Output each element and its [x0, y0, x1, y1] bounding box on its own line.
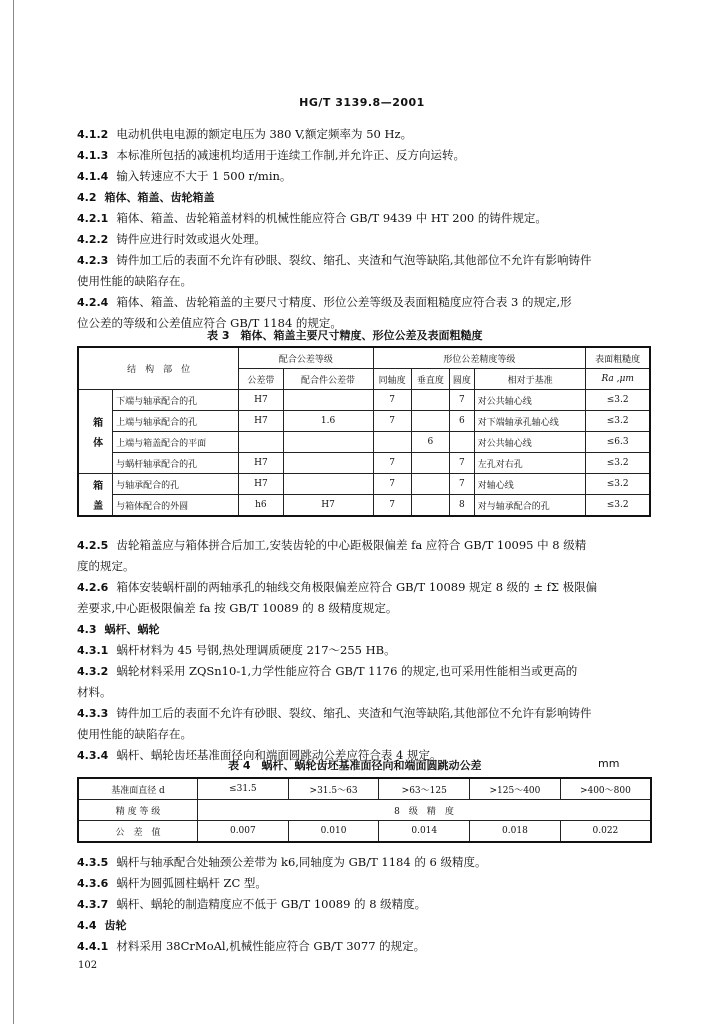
clause-line: [77, 894, 667, 915]
clause-number: 4.3.3: [77, 707, 109, 720]
clause-text: 差要求,中心距极限偏差 fa 按 GB/T 10089 的 8 级精度规定。: [77, 601, 398, 615]
t3-cell: ≤3.2: [586, 411, 650, 432]
clause-line: [77, 145, 667, 166]
t3-sub: 配合件公差带: [283, 369, 373, 390]
clause-line: [77, 724, 667, 745]
t3-cell: [283, 432, 373, 453]
clause-text: 材料。: [77, 685, 112, 699]
t3-cell: 对公共轴心线: [474, 390, 586, 411]
t3-sub: 相对于基准: [474, 369, 586, 390]
clause-line: [77, 271, 667, 292]
t3-cell: H7: [239, 453, 283, 474]
t3-cell: 下端与轴承配合的孔: [113, 390, 239, 411]
t3-cell: [449, 432, 474, 453]
t4-cell: 0.022: [560, 821, 651, 843]
t4-label: 公 差 值: [78, 821, 198, 843]
clause-line: [77, 915, 667, 936]
t3-cell: 6: [411, 432, 449, 453]
t3-sub: 公差带: [239, 369, 283, 390]
clause-number: 4.2.5: [77, 539, 109, 552]
t3-cell: 对与轴承配合的孔: [474, 495, 586, 517]
t4-cell: ≤31.5: [198, 778, 289, 800]
table-row: [78, 390, 650, 411]
clause-text: 箱体安装蜗杆副的两轴承孔的轴线交角极限偏差应符合 GB/T 10089 规定 8 级的 ± fΣ 极限偏: [116, 580, 598, 594]
t3-cell: 7: [373, 474, 411, 495]
clause-text: 蜗轮材料采用 ZQSn10-1,力学性能应符合 GB/T 1176 的规定,也可采用性能相当或更高的: [116, 664, 578, 678]
clause-text: 位公差的等级和公差值应符合 GB/T 1184 的规定。: [77, 316, 342, 330]
t3-cell: ≤3.2: [586, 495, 650, 517]
clause-number: 4.2.4: [77, 296, 109, 309]
t3-cell: 7: [373, 495, 411, 517]
clause-text: 度的规定。: [77, 559, 135, 573]
t4-cell: >125～400: [470, 778, 561, 800]
clause-text: 铸件加工后的表面不允许有砂眼、裂纹、缩孔、夹渣和气泡等缺陷,其他部位不允许有影响铸件: [116, 706, 592, 720]
clause-line: [77, 661, 667, 682]
clause-text: 铸件应进行时效或退火处理。: [116, 232, 266, 246]
t3-sub: 同轴度: [373, 369, 411, 390]
t4-cell: >400～800: [560, 778, 651, 800]
clause-number: 4.2.3: [77, 254, 109, 267]
clause-text: 蜗杆材料为 45 号钢,热处理调质硬度 217～255 HB。: [116, 643, 396, 657]
clause-text: 输入转速应不大于 1 500 r/min。: [116, 169, 292, 183]
t4-grade: 8 级 精 度: [198, 800, 652, 821]
table-row: [78, 453, 650, 474]
clause-line: [77, 598, 667, 619]
t3-cell: [411, 474, 449, 495]
t3-group-box: 箱 体: [78, 390, 113, 474]
clause-number: 4.2: [77, 191, 97, 204]
t3-cell: 对轴心线: [474, 474, 586, 495]
clause-text: 箱体、箱盖、齿轮箱盖材料的机械性能应符合 GB/T 9439 中 HT 200 的铸件规定。: [116, 211, 547, 225]
table-row: [78, 432, 650, 453]
clause-number: 4.4: [77, 919, 97, 932]
t3-rough-unit: Ra ,μm: [586, 369, 650, 390]
clause-number: 4.3.2: [77, 665, 109, 678]
t3-cell: ≤3.2: [586, 390, 650, 411]
clause-line: [77, 852, 667, 873]
clause-text: 使用性能的缺陷存在。: [77, 274, 192, 288]
table4-caption: 表 4 蜗杆、蜗轮齿坯基准面径向和端面圆跳动公差: [228, 759, 482, 772]
binding-line: [13, 0, 14, 1024]
t3-cell: 与箱体配合的外圆: [113, 495, 239, 517]
t3-cell: ≤6.3: [586, 432, 650, 453]
clause-text: 蜗杆与轴承配合处轴颈公差带为 k6,同轴度为 GB/T 1184 的 6 级精度。: [116, 855, 487, 869]
clause-text: 齿轮箱盖应与箱体拼合后加工,安装齿轮的中心距极限偏差 fa 应符合 GB/T 10095 中 8 级精: [116, 538, 587, 552]
t4-label: 精 度 等 级: [78, 800, 198, 821]
t3-cell: 上端与箱盖配合的平面: [113, 432, 239, 453]
table3-caption: 表 3 箱体、箱盖主要尺寸精度、形位公差及表面粗糙度: [207, 329, 483, 342]
clause-number: 4.3.1: [77, 644, 109, 657]
clause-number: 4.2.6: [77, 581, 109, 594]
t3-cell: [411, 411, 449, 432]
t3-cell: [411, 390, 449, 411]
clause-text: 铸件加工后的表面不允许有砂眼、裂纹、缩孔、夹渣和气泡等缺陷,其他部位不允许有影响铸件: [116, 253, 592, 267]
t3-cell: ≤3.2: [586, 453, 650, 474]
t3-cell: [283, 390, 373, 411]
clause-text: 材料采用 38CrMoAl,机械性能应符合 GB/T 3077 的规定。: [116, 939, 426, 953]
clause-text: 本标准所包括的减速机均适用于连续工作制,并允许正、反方向运转。: [116, 148, 465, 162]
clause-line: [77, 682, 667, 703]
t3-cell: 与轴承配合的孔: [113, 474, 239, 495]
t3-cell: H7: [239, 474, 283, 495]
t3-group-cover: 箱 盖: [78, 474, 113, 517]
clause-number: 4.4.1: [77, 940, 109, 953]
clause-text: 蜗杆为圆弧圆柱蜗杆 ZC 型。: [116, 876, 267, 890]
t3-sub: 垂直度: [411, 369, 449, 390]
t3-cell: h6: [239, 495, 283, 517]
clause-text: 电动机供电电源的额定电压为 380 V,额定频率为 50 Hz。: [116, 127, 413, 141]
table-row: [78, 495, 650, 517]
clause-line: [77, 124, 667, 145]
clause-number: 4.3.5: [77, 856, 109, 869]
clause-number: 4.1.3: [77, 149, 109, 162]
clause-line: [77, 292, 667, 313]
t3-sub: 圆度: [449, 369, 474, 390]
clause-line: [77, 703, 667, 724]
clause-line: [77, 936, 667, 957]
clause-text: 齿轮: [104, 919, 127, 932]
t3-cell: 1.6: [283, 411, 373, 432]
clause-text: 箱体、箱盖、齿轮箱盖: [104, 191, 215, 204]
clause-text: 蜗杆、蜗轮: [104, 623, 160, 636]
t4-cell: >63～125: [379, 778, 470, 800]
table-row: [78, 411, 650, 432]
clause-number: 4.1.2: [77, 128, 109, 141]
t3-cell: 与蜗杆轴承配合的孔: [113, 453, 239, 474]
t3-cell: [411, 453, 449, 474]
t3-head-form: 形位公差精度等级: [373, 347, 586, 369]
t4-label: 基准面直径 d: [78, 778, 198, 800]
t3-cell: [239, 432, 283, 453]
t4-cell: >31.5～63: [288, 778, 379, 800]
table4: [77, 777, 652, 843]
clause-line: [77, 535, 667, 556]
t3-cell: 6: [449, 411, 474, 432]
clause-number: 4.3.6: [77, 877, 109, 890]
t4-cell: 0.014: [379, 821, 470, 843]
clause-line: [77, 619, 667, 640]
clause-text: 蜗杆、蜗轮齿坯基准面径向和端面圆跳动公差应符合表 4 规定。: [116, 748, 442, 762]
t3-cell: 7: [449, 474, 474, 495]
t4-cell: 0.007: [198, 821, 289, 843]
t4-cell: 0.010: [288, 821, 379, 843]
clause-line: [77, 208, 667, 229]
t3-cell: [411, 495, 449, 517]
t3-cell: 7: [373, 390, 411, 411]
clause-line: [77, 187, 667, 208]
t3-cell: H7: [283, 495, 373, 517]
t3-cell: H7: [239, 411, 283, 432]
clause-number: 4.3: [77, 623, 97, 636]
t4-cell: 0.018: [470, 821, 561, 843]
clause-line: [77, 640, 667, 661]
t3-cell: 7: [373, 411, 411, 432]
clause-line: [77, 873, 667, 894]
t3-cell: 7: [449, 390, 474, 411]
table-row: [78, 474, 650, 495]
clause-number: 4.3.4: [77, 749, 109, 762]
table3: [77, 346, 651, 517]
t3-cell: 上端与轴承配合的孔: [113, 411, 239, 432]
clause-line: [77, 556, 667, 577]
clause-text: 蜗杆、蜗轮的制造精度应不低于 GB/T 10089 的 8 级精度。: [116, 897, 427, 911]
clause-number: 4.2.1: [77, 212, 109, 225]
clause-text: 使用性能的缺陷存在。: [77, 727, 192, 741]
t3-cell: 对下端轴承孔轴心线: [474, 411, 586, 432]
clause-number: 4.1.4: [77, 170, 109, 183]
t3-head-fit: 配合公差等级: [239, 347, 373, 369]
clause-number: 4.3.7: [77, 898, 109, 911]
t3-cell: 左孔对右孔: [474, 453, 586, 474]
document-header: HG/T 3139.8—2001: [299, 96, 425, 109]
clause-line: [77, 229, 667, 250]
t3-cell: [373, 432, 411, 453]
clause-text: 箱体、箱盖、齿轮箱盖的主要尺寸精度、形位公差等级及表面粗糙度应符合表 3 的规定,形: [116, 295, 572, 309]
t3-cell: ≤3.2: [586, 474, 650, 495]
t3-cell: 7: [449, 453, 474, 474]
t3-cell: 7: [373, 453, 411, 474]
t3-cell: 对公共轴心线: [474, 432, 586, 453]
t3-head-rough: 表面粗糙度: [586, 347, 650, 369]
clause-number: 4.2.2: [77, 233, 109, 246]
clause-line: [77, 166, 667, 187]
t3-cell: [283, 474, 373, 495]
clause-line: [77, 577, 667, 598]
table4-unit: mm: [598, 757, 620, 770]
t3-cell: 8: [449, 495, 474, 517]
clause-line: [77, 250, 667, 271]
page-number: 102: [78, 960, 98, 971]
t3-cell: [283, 453, 373, 474]
t3-head-part: 结 构 部 位: [78, 347, 239, 390]
t3-cell: H7: [239, 390, 283, 411]
